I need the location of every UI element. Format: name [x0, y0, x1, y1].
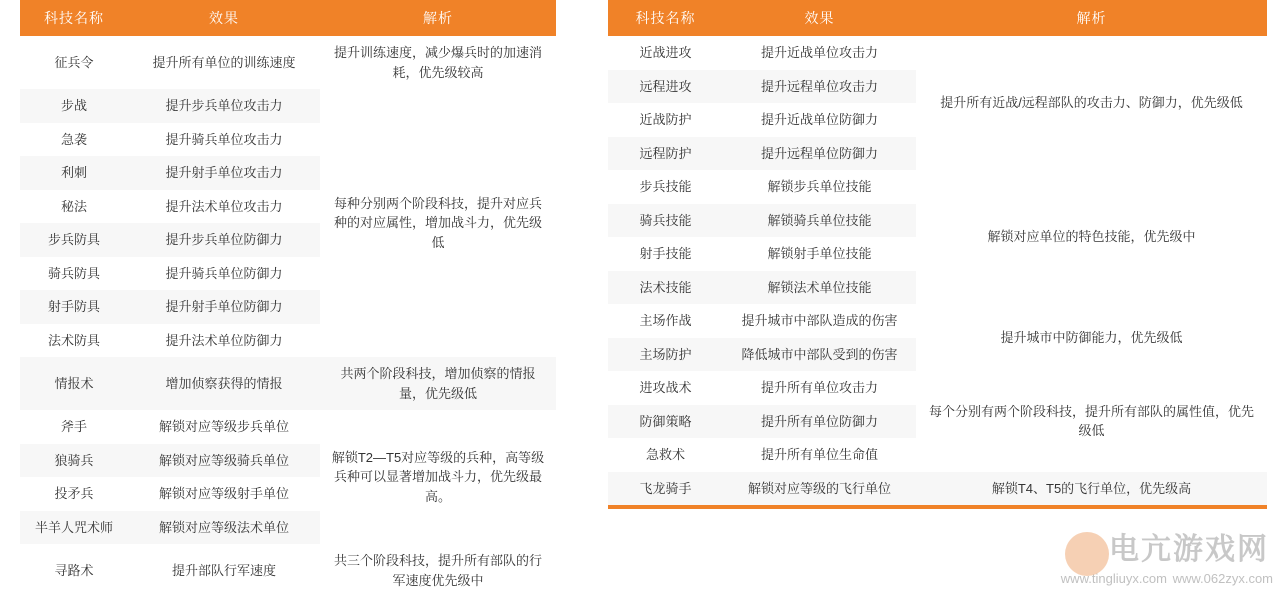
tech-name-cell: 射手技能	[608, 237, 723, 271]
tech-effect-cell: 提升所有单位攻击力	[723, 371, 916, 405]
tech-effect-cell: 提升骑兵单位防御力	[128, 257, 320, 291]
column-header-name: 科技名称	[608, 0, 723, 36]
header-row	[20, 0, 556, 36]
tech-name-cell: 步战	[20, 89, 128, 123]
tech-name-cell: 斧手	[20, 410, 128, 444]
tech-effect-cell: 提升法术单位防御力	[128, 324, 320, 358]
tech-effect-cell: 提升远程单位攻击力	[723, 70, 916, 104]
tech-analysis-cell: 提升城市中防御能力，优先级低	[916, 304, 1267, 371]
tech-name-cell: 急救术	[608, 438, 723, 472]
tech-effect-cell: 提升法术单位攻击力	[128, 190, 320, 224]
tech-effect-cell: 提升射手单位攻击力	[128, 156, 320, 190]
tech-effect-cell: 提升骑兵单位攻击力	[128, 123, 320, 157]
table-row	[20, 410, 556, 444]
tech-name-cell: 飞龙骑手	[608, 472, 723, 506]
right-table-bottom-bar	[608, 505, 1267, 509]
column-header-effect: 效果	[128, 0, 320, 36]
tech-name-cell: 进攻战术	[608, 371, 723, 405]
tech-name-cell: 步兵防具	[20, 223, 128, 257]
table-row	[608, 170, 1267, 204]
column-header-analysis: 解析	[320, 0, 556, 36]
column-header-analysis: 解析	[916, 0, 1267, 36]
header-row	[608, 0, 1267, 36]
table-row	[608, 472, 1267, 506]
tech-effect-cell: 提升步兵单位防御力	[128, 223, 320, 257]
tech-effect-cell: 降低城市中部队受到的伤害	[723, 338, 916, 372]
tech-name-cell: 远程防护	[608, 137, 723, 171]
tech-name-cell: 秘法	[20, 190, 128, 224]
tech-name-cell: 半羊人咒术师	[20, 511, 128, 545]
watermark-title: 电亢游戏网	[1109, 533, 1269, 566]
tech-name-cell: 急袭	[20, 123, 128, 157]
tech-effect-cell: 增加侦察获得的情报	[128, 357, 320, 410]
tech-name-cell: 远程进攻	[608, 70, 723, 104]
tech-effect-cell: 提升所有单位的训练速度	[128, 36, 320, 89]
tech-analysis-cell: 每种分别两个阶段科技，提升对应兵种的对应属性，增加战斗力，优先级低	[320, 89, 556, 357]
technology-table-right	[608, 0, 1267, 505]
right-table-head	[608, 0, 1267, 36]
tech-analysis-cell: 解锁对应单位的特色技能，优先级中	[916, 170, 1267, 304]
tech-name-cell: 骑兵技能	[608, 204, 723, 238]
tech-effect-cell: 提升射手单位防御力	[128, 290, 320, 324]
watermark-url-left: www.tingliuyx.com	[1060, 571, 1167, 586]
left-table-body	[20, 36, 556, 594]
tech-name-cell: 利刺	[20, 156, 128, 190]
tech-effect-cell: 提升部队行军速度	[128, 544, 320, 594]
tech-effect-cell: 解锁对应等级骑兵单位	[128, 444, 320, 478]
tech-name-cell: 近战进攻	[608, 36, 723, 70]
table-row	[20, 357, 556, 410]
tech-effect-cell: 提升城市中部队造成的伤害	[723, 304, 916, 338]
tech-analysis-cell: 提升所有近战/远程部队的攻击力、防御力，优先级低	[916, 36, 1267, 170]
tech-analysis-cell: 共三个阶段科技，提升所有部队的行军速度优先级中	[320, 544, 556, 594]
table-row	[20, 36, 556, 89]
tech-name-cell: 投矛兵	[20, 477, 128, 511]
tech-analysis-cell: 解锁T2—T5对应等级的兵种，高等级兵种可以显著增加战斗力，优先级最高。	[320, 410, 556, 544]
tech-name-cell: 征兵令	[20, 36, 128, 89]
tech-effect-cell: 解锁骑兵单位技能	[723, 204, 916, 238]
left-table-head	[20, 0, 556, 36]
tech-name-cell: 步兵技能	[608, 170, 723, 204]
tech-name-cell: 狼骑兵	[20, 444, 128, 478]
tech-effect-cell: 解锁步兵单位技能	[723, 170, 916, 204]
tech-name-cell: 骑兵防具	[20, 257, 128, 291]
column-header-effect: 效果	[723, 0, 916, 36]
tech-effect-cell: 解锁对应等级法术单位	[128, 511, 320, 545]
tech-name-cell: 寻路术	[20, 544, 128, 594]
tech-analysis-cell: 每个分别有两个阶段科技，提升所有部队的属性值，优先级低	[916, 371, 1267, 472]
table-row	[608, 36, 1267, 70]
table-row	[608, 304, 1267, 338]
tech-name-cell: 近战防护	[608, 103, 723, 137]
table-row	[20, 544, 556, 594]
table-row	[20, 89, 556, 123]
technology-table-left	[20, 0, 556, 594]
tech-name-cell: 射手防具	[20, 290, 128, 324]
tech-effect-cell: 解锁对应等级射手单位	[128, 477, 320, 511]
tech-analysis-cell: 解锁T4、T5的飞行单位，优先级高	[916, 472, 1267, 506]
tech-effect-cell: 解锁法术单位技能	[723, 271, 916, 305]
tech-effect-cell: 提升步兵单位攻击力	[128, 89, 320, 123]
tech-effect-cell: 提升所有单位防御力	[723, 405, 916, 439]
tech-name-cell: 法术技能	[608, 271, 723, 305]
tech-effect-cell: 提升所有单位生命值	[723, 438, 916, 472]
tech-name-cell: 主场防护	[608, 338, 723, 372]
tech-name-cell: 主场作战	[608, 304, 723, 338]
tech-effect-cell: 提升近战单位防御力	[723, 103, 916, 137]
tech-name-cell: 法术防具	[20, 324, 128, 358]
tech-analysis-cell: 提升训练速度，减少爆兵时的加速消耗，优先级较高	[320, 36, 556, 89]
tech-effect-cell: 解锁射手单位技能	[723, 237, 916, 271]
left-table-container	[20, 0, 556, 594]
tech-effect-cell: 解锁对应等级的飞行单位	[723, 472, 916, 506]
tech-name-cell: 情报术	[20, 357, 128, 410]
watermark-url-right: www.062zyx.com	[1172, 571, 1273, 586]
tech-name-cell: 防御策略	[608, 405, 723, 439]
column-header-name: 科技名称	[20, 0, 128, 36]
watermark-logo-icon	[1065, 532, 1109, 576]
tech-analysis-cell: 共两个阶段科技，增加侦察的情报量，优先级低	[320, 357, 556, 410]
tech-effect-cell: 提升近战单位攻击力	[723, 36, 916, 70]
table-row	[608, 371, 1267, 405]
tech-effect-cell: 提升远程单位防御力	[723, 137, 916, 171]
right-table-body	[608, 36, 1267, 505]
tech-effect-cell: 解锁对应等级步兵单位	[128, 410, 320, 444]
right-table-container	[608, 0, 1267, 509]
